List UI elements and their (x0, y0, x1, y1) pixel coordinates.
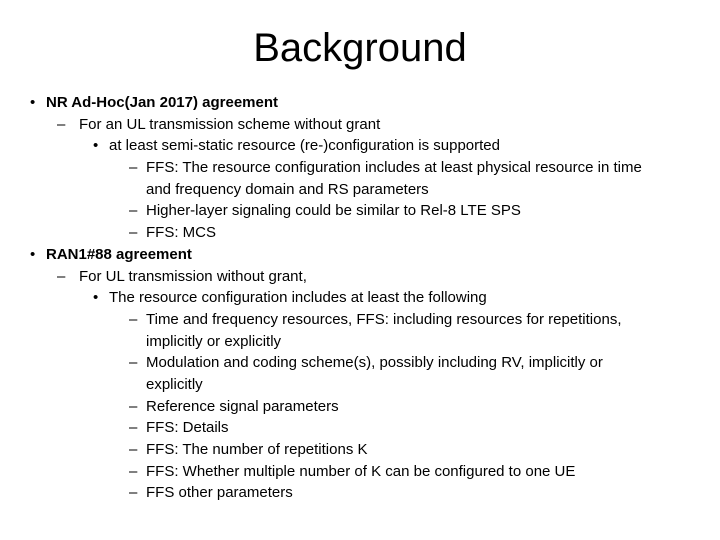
bullet-line (0, 244, 720, 266)
bullet-text: For UL transmission without grant, (79, 267, 307, 285)
bullet-text: RAN1#88 agreement (46, 245, 192, 263)
bullet-dash-icon: – (129, 202, 138, 220)
bullet-line (0, 439, 720, 461)
bullet-line (0, 309, 720, 331)
bullet-dot-icon: • (93, 137, 99, 155)
bullet-dash-icon: – (129, 354, 138, 372)
bullet-line (0, 352, 720, 374)
bullet-text: FFS: The resource configuration includes at least physical resource in time (146, 159, 642, 177)
bullet-text: FFS: Whether multiple number of K can be configured to one UE (146, 462, 576, 480)
bullet-dash-icon: – (129, 462, 138, 480)
bullet-dash-icon: – (129, 419, 138, 437)
bullet-line (0, 417, 720, 439)
bullet-text: FFS other parameters (146, 484, 293, 502)
bullet-line (0, 396, 720, 418)
bullet-line (0, 179, 720, 201)
bullet-text: explicitly (146, 375, 203, 393)
bullet-line (0, 461, 720, 483)
bullet-dash-icon: – (129, 159, 138, 177)
bullet-line (0, 114, 720, 136)
bullet-dash-icon: – (129, 224, 138, 242)
bullet-dot-icon: • (30, 245, 36, 263)
bullet-line (0, 266, 720, 288)
bullet-text: Modulation and coding scheme(s), possibly including RV, implicitly or (146, 354, 603, 372)
bullet-dash-icon: – (129, 310, 138, 328)
bullet-text: NR Ad-Hoc(Jan 2017) agreement (46, 94, 279, 111)
bullet-text: Reference signal parameters (146, 397, 339, 415)
bullet-text: implicitly or explicitly (146, 332, 282, 350)
bullet-line (0, 482, 720, 504)
bullet-line (0, 200, 720, 222)
bullet-dash-icon: – (129, 484, 138, 502)
bullet-dot-icon: • (93, 289, 99, 307)
bullet-line (0, 374, 720, 396)
bullet-dash-icon: – (129, 397, 138, 415)
bullet-line (0, 331, 720, 353)
bullet-dash-icon: – (57, 267, 66, 285)
bullet-line (0, 157, 720, 179)
bullet-dot-icon: • (30, 94, 36, 111)
bullet-text: For an UL transmission scheme without grant (79, 115, 381, 133)
bullet-line (0, 287, 720, 309)
bullet-text: Higher-layer signaling could be similar to Rel-8 LTE SPS (146, 202, 521, 220)
bullet-dash-icon: – (57, 115, 66, 133)
bullet-line (0, 135, 720, 157)
bullet-text: Time and frequency resources, FFS: including resources for repetitions, (146, 310, 622, 328)
bullet-dash-icon: – (129, 441, 138, 458)
bullet-text: at least semi-static resource (re-)configuration is supported (109, 137, 500, 155)
bullet-text: FFS: The number of repetitions K (146, 441, 368, 458)
bullet-text: FFS: Details (146, 419, 229, 437)
bullet-text: FFS: MCS (146, 224, 216, 242)
bullet-line (0, 222, 720, 244)
slide-title: Background (253, 26, 467, 70)
bullet-line (0, 92, 720, 114)
slide-content (0, 92, 720, 504)
bullet-text: and frequency domain and RS parameters (146, 180, 429, 198)
bullet-text: The resource configuration includes at least the following (109, 289, 487, 307)
